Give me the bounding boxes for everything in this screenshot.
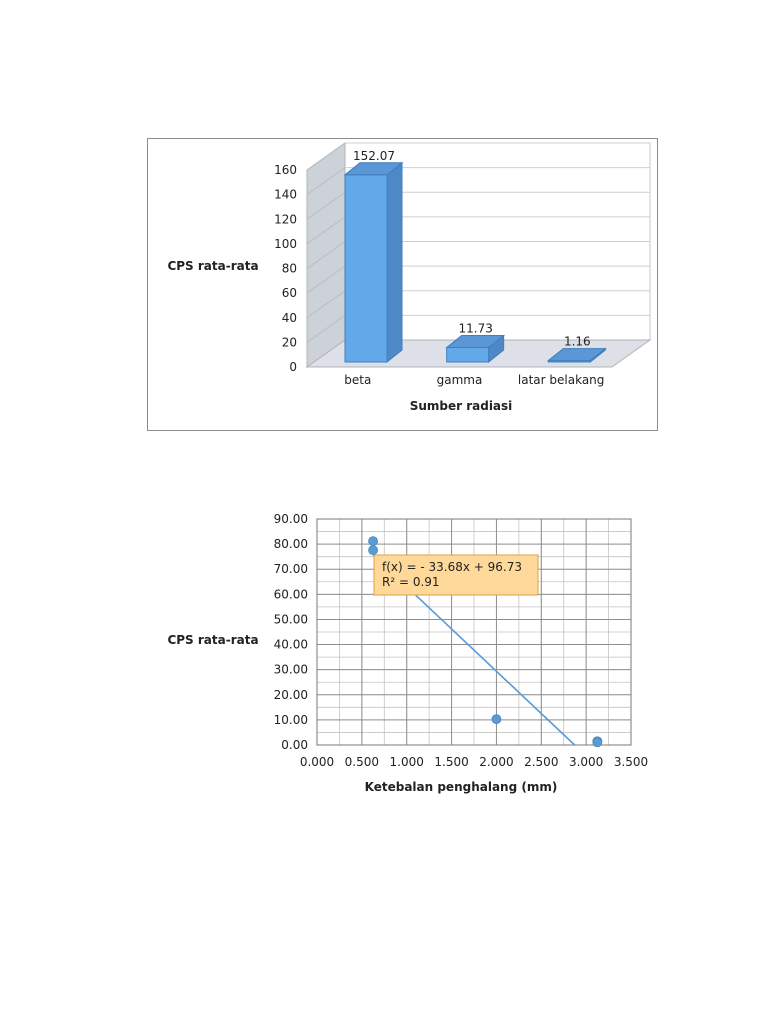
- x-axis-title: Ketebalan penghalang (mm): [364, 780, 558, 794]
- x-tick-label: 2.000: [479, 755, 514, 769]
- y-tick-label: 120: [274, 212, 297, 227]
- trendline-equation: f(x) = - 33.68x + 96.73: [382, 560, 523, 574]
- trendline-r-squared: R² = 0.91: [382, 575, 440, 589]
- y-tick-label: 90.00: [273, 512, 308, 526]
- y-tick-label: 140: [274, 187, 297, 202]
- x-tick-label: gamma: [436, 373, 483, 387]
- y-tick-label: 0: [289, 360, 297, 374]
- x-tick-label: latar belakang: [517, 373, 605, 387]
- y-tick-label: 40: [281, 310, 297, 325]
- y-tick-label: 160: [274, 163, 297, 177]
- y-tick-label: 30.00: [273, 662, 308, 677]
- y-tick-label: 60: [281, 286, 297, 301]
- x-tick-label: 1.000: [389, 755, 424, 769]
- data-point: [369, 546, 378, 555]
- x-tick-label: 0.500: [344, 755, 380, 769]
- x-tick-label: 1.500: [434, 755, 469, 769]
- x-tick-label: 0.000: [299, 755, 335, 769]
- y-tick-label: 20: [281, 335, 297, 350]
- data-point: [369, 537, 378, 546]
- y-axis-title: CPS rata-rata: [167, 633, 259, 647]
- y-tick-label: 10.00: [273, 712, 308, 727]
- data-label: 1.16: [563, 334, 591, 349]
- data-label: 152.07: [353, 148, 395, 163]
- y-tick-label: 40.00: [273, 637, 308, 652]
- x-axis-title: Sumber radiasi: [409, 399, 513, 413]
- data-label: 11.73: [458, 321, 493, 336]
- x-tick-label: 2.500: [524, 755, 559, 769]
- y-tick-label: 100: [274, 236, 297, 251]
- x-tick-label: 3.000: [568, 755, 604, 769]
- y-tick-label: 60.00: [273, 587, 308, 602]
- data-point: [492, 715, 501, 724]
- y-tick-label: 70.00: [273, 562, 308, 577]
- y-tick-label: 80: [281, 261, 297, 276]
- x-tick-label: 3.500: [613, 755, 649, 769]
- x-tick-label: beta: [344, 373, 372, 387]
- y-axis-title: CPS rata-rata: [167, 259, 259, 273]
- data-point: [593, 738, 602, 747]
- y-tick-label: 0.00: [281, 738, 308, 752]
- y-tick-label: 50.00: [273, 612, 308, 627]
- y-tick-label: 80.00: [273, 537, 308, 552]
- y-tick-label: 20.00: [273, 687, 308, 702]
